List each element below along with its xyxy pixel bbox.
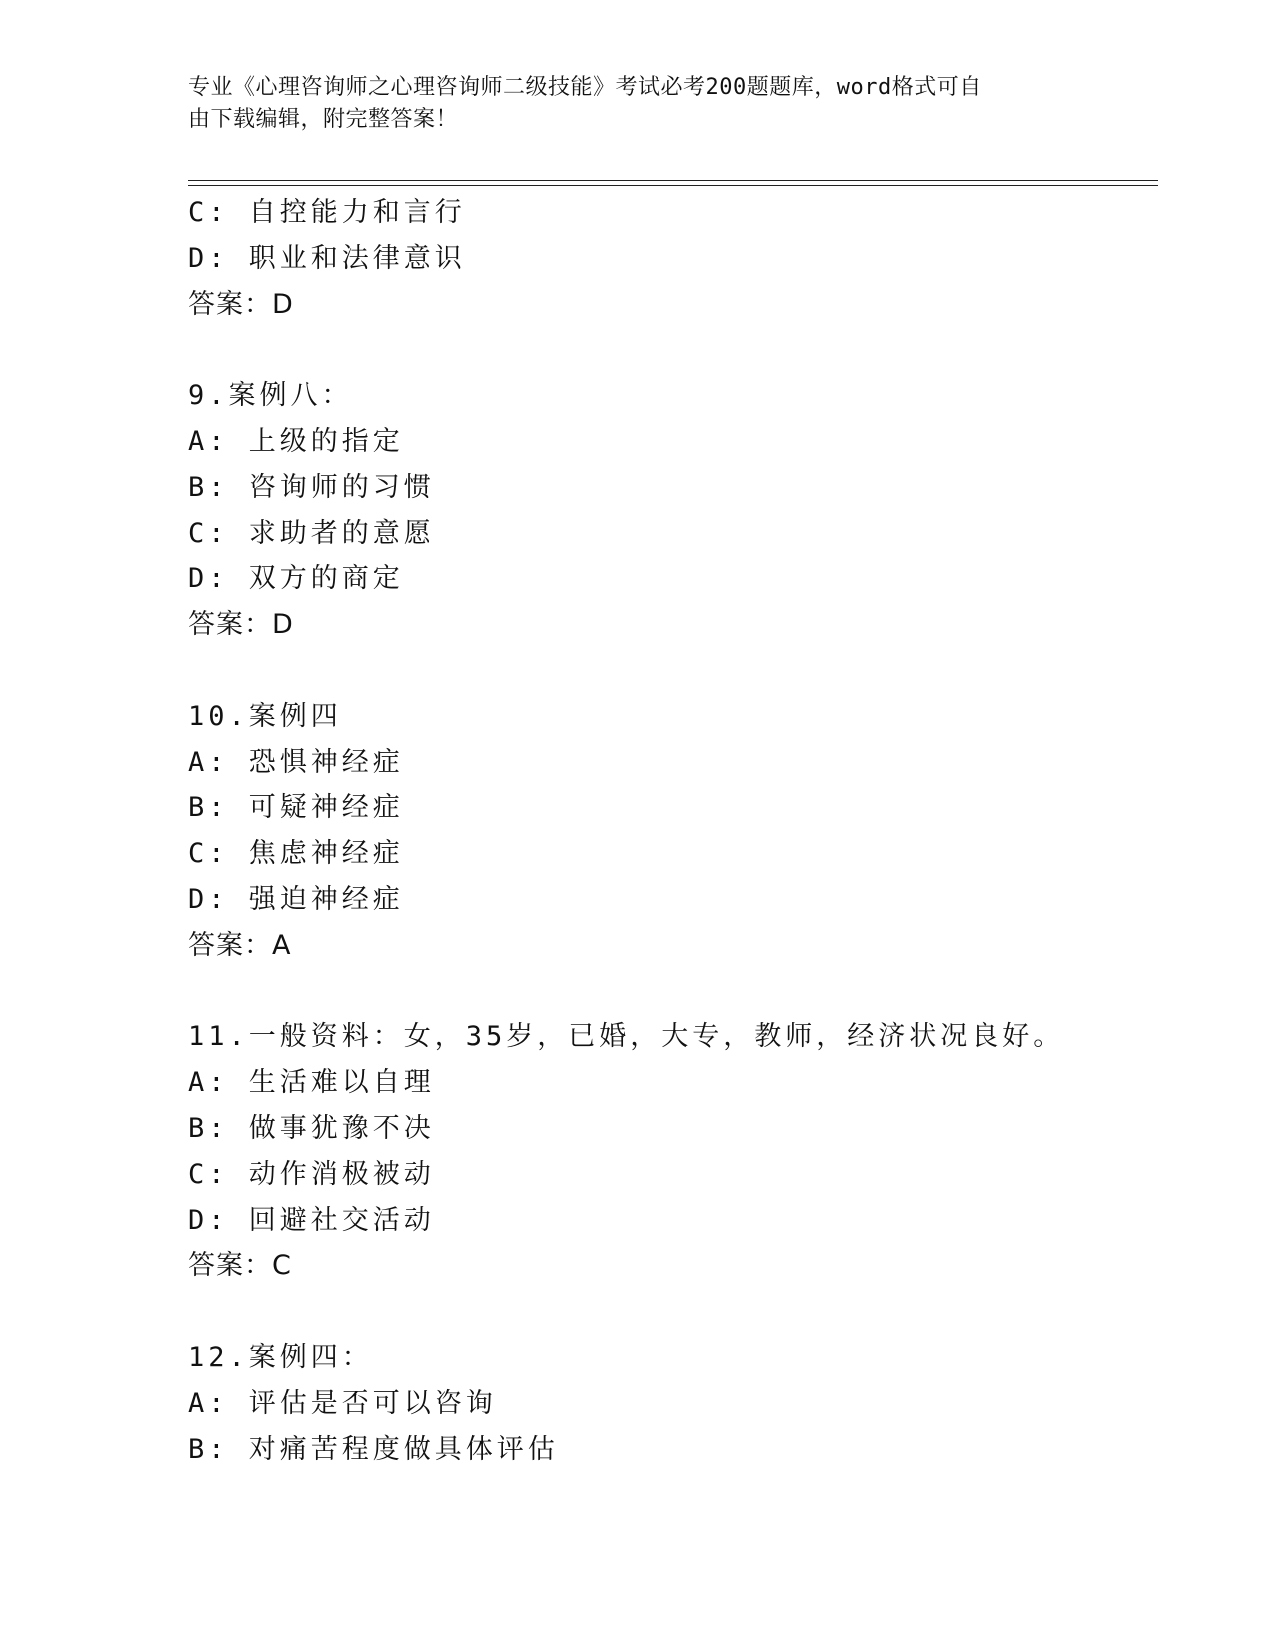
spacer bbox=[188, 648, 1148, 694]
option-b: B: 咨询师的习惯 bbox=[188, 471, 435, 503]
header-line-2: 由下载编辑，附完整答案！ bbox=[188, 107, 459, 132]
spacer bbox=[188, 327, 1148, 373]
option-a: A: 上级的指定 bbox=[188, 425, 404, 457]
option-d: D: 职业和法律意识 bbox=[188, 242, 466, 274]
option-b: B: 对痛苦程度做具体评估 bbox=[188, 1433, 559, 1465]
option-d: D: 双方的商定 bbox=[188, 563, 404, 595]
option-d: D: 强迫神经症 bbox=[188, 883, 404, 915]
question-title: 11.一般资料：女，35岁，已婚，大专，教师，经济状况良好。 bbox=[188, 1021, 1065, 1053]
question-list bbox=[188, 190, 1148, 1472]
option-b: B: 可疑神经症 bbox=[188, 792, 404, 824]
option-a: A: 生活难以自理 bbox=[188, 1067, 435, 1099]
option-b: B: 做事犹豫不决 bbox=[188, 1112, 435, 1144]
answer-line: 答案：C bbox=[188, 1250, 292, 1282]
option-c: C: 求助者的意愿 bbox=[188, 517, 435, 549]
option-a: A: 恐惧神经症 bbox=[188, 746, 404, 778]
question-title: 10.案例四 bbox=[188, 700, 342, 732]
spacer bbox=[188, 969, 1148, 1015]
answer-line: 答案：D bbox=[188, 288, 294, 320]
question-title: 9.案例八： bbox=[188, 380, 353, 412]
option-c: C: 动作消极被动 bbox=[188, 1158, 435, 1190]
option-d: D: 回避社交活动 bbox=[188, 1204, 435, 1236]
header-line-1: 专业《心理咨询师之心理咨询师二级技能》考试必考200题题库，word格式可自 bbox=[188, 75, 982, 100]
document-header bbox=[188, 72, 1068, 136]
header-divider-bottom bbox=[188, 185, 1158, 186]
option-a: A: 评估是否可以咨询 bbox=[188, 1387, 497, 1419]
option-c: C: 焦虑神经症 bbox=[188, 838, 404, 870]
answer-line: 答案：A bbox=[188, 929, 292, 961]
header-divider-top bbox=[188, 180, 1158, 181]
question-title: 12.案例四： bbox=[188, 1341, 373, 1373]
spacer bbox=[188, 1289, 1148, 1335]
answer-line: 答案：D bbox=[188, 609, 294, 641]
option-c: C: 自控能力和言行 bbox=[188, 197, 466, 228]
